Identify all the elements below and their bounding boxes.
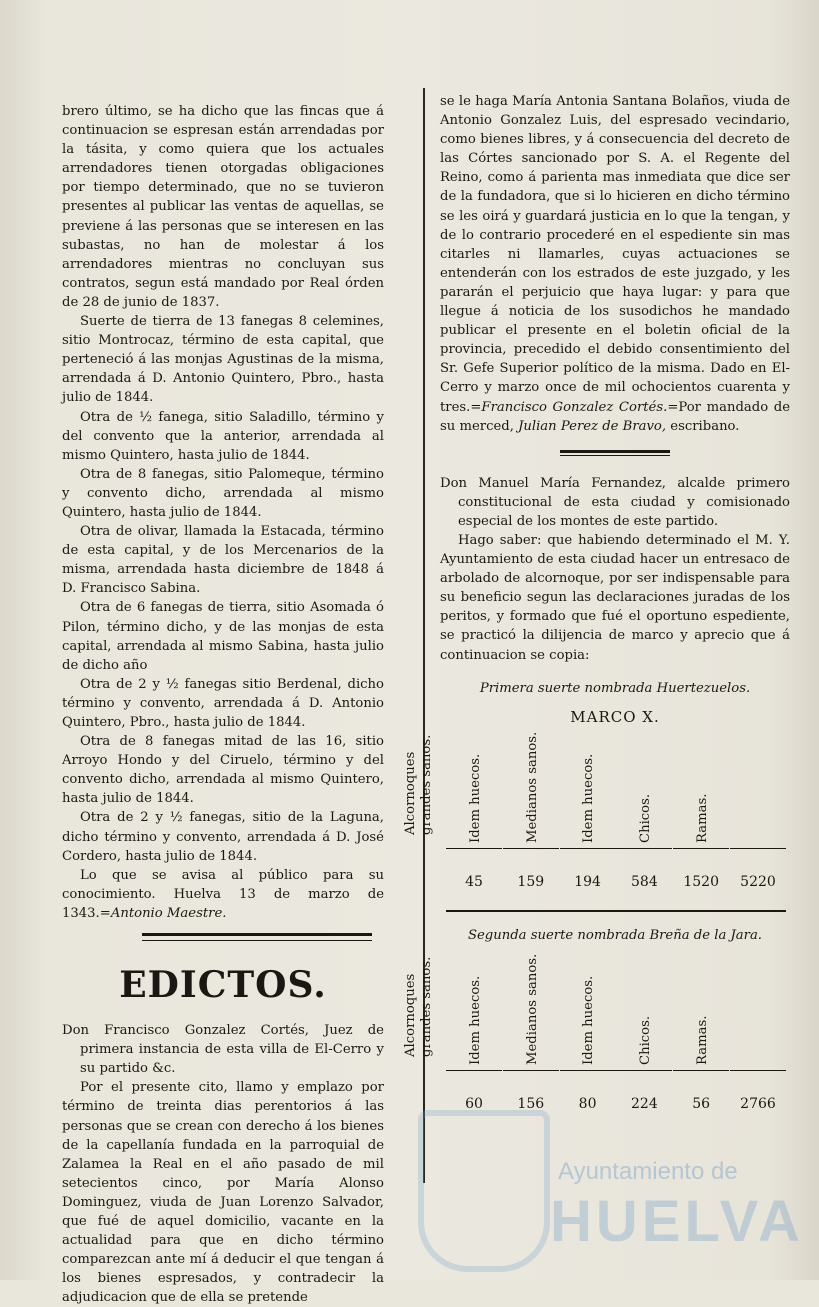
table-cell: 1520: [683, 873, 719, 890]
table-header: Idem huecos.: [581, 753, 597, 843]
suerte-1-title: Primera suerte nombrada Huertezuelos.: [479, 680, 751, 696]
table-header: Idem huecos.: [467, 975, 483, 1065]
left-column: [62, 102, 384, 1307]
paragraph-notice-intro: brero último, se ha dicho que las fincas que á continuacion se espresan están arrendadas por la tásita, y como quiera que los actuales arrendadores tienen otorgadas obligaciones por tiempo determinado, que no se tuvieron presentes al publicar las ventas de aquellas, se previene á las personas que se interesen en las subastas, no han de molestar á los arrendadores mientras no concluyan sus contratos, segun está mandado por Real órden de 28 de junio de 1837.: [62, 104, 384, 310]
right-column: [403, 92, 790, 1114]
signature-julian-perez: Julian Perez de Bravo,: [518, 418, 667, 434]
paragraph-asomada: Otra de 6 fanegas de tierra, sitio Asomada ó Pilon, término dicho, y de las monjas de esta capital, arrendada al mismo Sabina, hasta julio de dicho año: [62, 600, 384, 673]
section-divider-thin: [142, 940, 372, 941]
table-suerte-1: [403, 731, 786, 892]
edict-continuation-text: se le haga María Antonia Santana Bolaños, viuda de Antonio Gonzalez Luis, del espresado vecindario, como bienes libres, y á consecuencia del decreto de las Córtes sancionado por S. A. el Regente del Reino, como á parienta mas inmediata que dice ser de la fundadora, que si lo hicieren en dicho término se les oirá y guardará justicia en lo que la tengan, y de lo contrario procederé en el espediente sin mas citarles ni llamarles, cuyas actuaciones se entenderán con los estrados de este juzgado, y les pararán el perjuicio que haya lugar: y para que llegue á noticia de los susodichos he mandado publicar el presente en el boletin oficial de la provincia, precedido el debido consentimiento del Sr. Gefe Superior político de la misma. Dado en El-Cerro y marzo once de mil ochocientos cuarenta y tres.=: [440, 94, 790, 415]
paragraph-montrocaz: Suerte de tierra de 13 fanegas 8 celemines, sitio Montrocaz, término de esta capital, que perteneció á las monjas Agustinas de la misma, arrendada á D. Antonio Quintero, Pbro., hasta julio de 1844.: [62, 314, 384, 406]
table-cell: 159: [517, 873, 545, 890]
section-divider: [142, 933, 372, 936]
table-header: Medianos sanos.: [524, 953, 540, 1065]
section-heading-edictos: EDICTOS.: [119, 964, 327, 1007]
table-header: Idem huecos.: [581, 975, 597, 1065]
paragraph-saladillo: Otra de ½ fanega, sitio Saladillo, término y del convento que la anterior, arrendada al mismo Quintero, hasta julio de 1844.: [62, 409, 384, 463]
edict-body: Por el presente cito, llamo y emplazo por término de treinta dias perentorios á las personas que se crean con derecho á los bienes de la capellanía fundada en la parroquial de Zalamea la Real en el año pasado de mil setecientos cinco, por María Alonso Dominguez, viuda de Juan Lorenzo Salvador, que fué de aquel domicilio, vacante en la actualidad para que en dicho término comparezcan ante mí á deducir el que tengan á los bienes espresados, y contradecir la adjudicacion que de ella se pretende: [62, 1080, 384, 1306]
watermark-line2: HUELVA: [550, 1189, 804, 1254]
table-cell: 156: [517, 1096, 545, 1112]
paragraph-laguna: Otra de 2 y ½ fanegas, sitio de la Laguna, dicho término y convento, arrendada á D. José Cordero, hasta julio de 1844.: [62, 810, 384, 864]
escribano-text: escribano.: [670, 418, 740, 434]
table-cell: 5220: [740, 873, 776, 890]
table-rule: [446, 910, 786, 912]
table-cell: 80: [578, 1096, 597, 1112]
table-cell: 584: [631, 873, 658, 890]
paragraph-public-notice: [62, 866, 384, 923]
paragraph-berdenal: Otra de 2 y ½ fanegas sitio Berdenal, dicho término y convento, arrendada á D. Antonio Quintero, Pbro., hasta julio de 1844.: [62, 676, 384, 730]
mandate-text: =Por mandado de su merced,: [440, 399, 790, 434]
watermark: [410, 1090, 804, 1270]
paragraph-palomeque: Otra de 8 fanegas, sitio Palomeque, término y convento dicho, arrendada al mismo Quintero, hasta julio de 1844.: [62, 466, 384, 520]
edict-intro: Don Francisco Gonzalez Cortés, Juez de primera instancia de esta villa de El-Cerro y su partido &c.: [62, 1023, 384, 1077]
table-header: Ramas.: [694, 793, 710, 843]
table-header: Medianos sanos.: [524, 731, 540, 843]
table-header: Ramas.: [694, 1015, 710, 1065]
right-divider: [560, 450, 670, 453]
table-cell: 60: [465, 1096, 483, 1112]
table-cell: 2766: [740, 1096, 776, 1112]
hago-saber: Hago saber: que habiendo determinado el M. Y. Ayuntamiento de esta ciudad hacer un entresaco de arbolado de alcornoque, por ser indispensable para su beneficio segun las declaraciones juradas de los peritos, y formado que fué el oportuno espediente, se practicó la dilijencia de marco y aprecio que á continuacion se copia:: [440, 532, 790, 663]
paragraph-arroyo-hondo: Otra de 8 fanegas mitad de las 16, sitio Arroyo Hondo y del Ciruelo, término y del convento dicho, arrendada al mismo Quintero, hasta julio de 1844.: [62, 734, 384, 807]
watermark-line1: Ayuntamiento de: [558, 1158, 738, 1185]
marco-title: MARCO X.: [570, 707, 660, 726]
signature-francisco-gonzalez: Francisco Gonzalez Cortés.: [481, 399, 668, 415]
table-header: Idem huecos.: [467, 753, 483, 843]
table-cell: 45: [465, 873, 483, 890]
right-divider-thin: [560, 455, 670, 456]
table-cell: 56: [692, 1096, 711, 1112]
suerte-2-title: Segunda suerte nombrada Breña de la Jara.: [467, 927, 763, 943]
table-cell: 194: [574, 873, 601, 890]
alcalde-intro: Don Manuel María Fernandez, alcalde primero constitucional de esta ciudad y comisionado especial de los montes de este partido.: [440, 475, 790, 529]
signature-antonio-maestre: Antonio Maestre.: [110, 905, 227, 921]
paragraph-estacada: Otra de olivar, llamada la Estacada, término de esta capital, y de los Mercenarios de la misma, arrendada hasta diciembre de 1848 á D. Francisco Sabina.: [62, 524, 384, 597]
table-header: Chicos.: [638, 1015, 654, 1065]
table-header: Alcornoques grandes sanos.: [403, 956, 434, 1057]
table-cell: 224: [631, 1096, 658, 1112]
table-header: Alcornoques grandes sanos.: [403, 734, 434, 835]
edict-continuation: [440, 92, 790, 436]
table-header: Chicos.: [638, 793, 654, 843]
public-notice-text: Lo que se avisa al público para su conocimiento. Huelva 13 de marzo de 1343.=: [62, 867, 384, 921]
crest-icon: [418, 1110, 550, 1272]
